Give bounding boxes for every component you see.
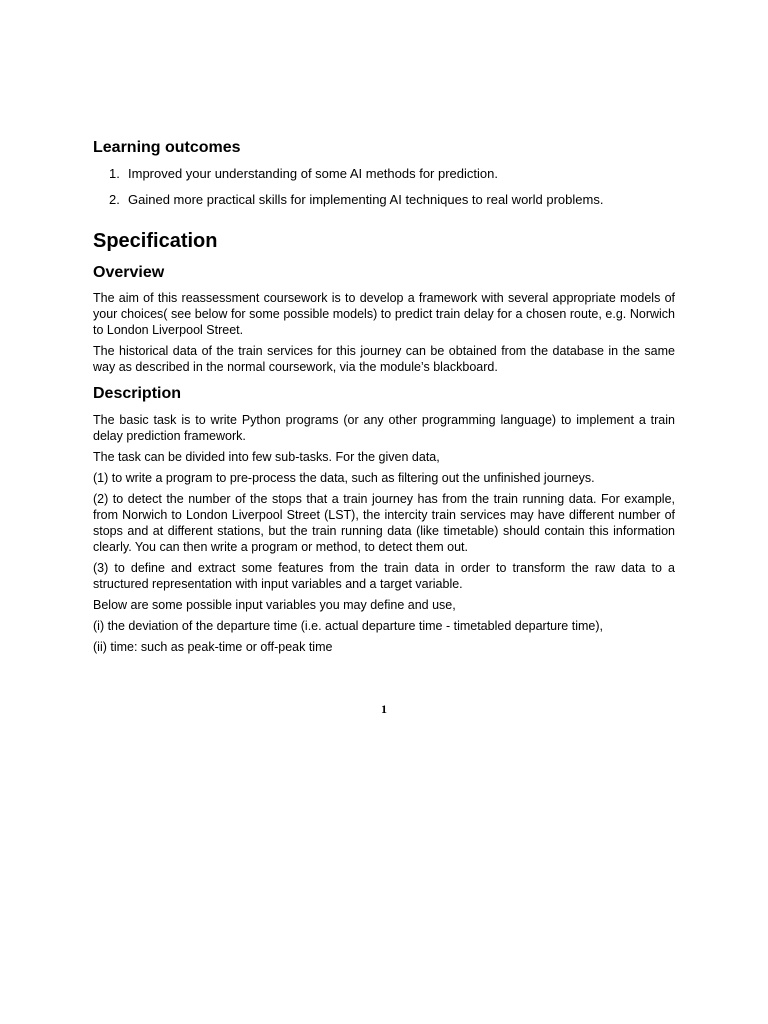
list-item-number: 2. — [109, 192, 120, 207]
overview-paragraph-2: The historical data of the train services for this journey can be obtained from the database in the same way as described in the normal coursework, via the module’s blackboard. — [93, 344, 675, 374]
description-paragraph-6: Below are some possible input variables you may define and use, — [93, 598, 456, 612]
description-heading: Description — [93, 385, 182, 402]
learning-outcomes-list — [93, 166, 675, 208]
description-paragraph-1: The basic task is to write Python programs (or any other programming language) to implement a train delay prediction framework. — [93, 413, 675, 443]
description-paragraph-5: (3) to define and extract some features from the train data in order to transform the raw data to a structured representation with input variables and a target variable. — [93, 561, 675, 591]
overview-paragraph-1: The aim of this reassessment coursework is to develop a framework with several appropriate models of your choices( see below for some possible models) to predict train delay for a chosen route, e.g. Norwich to London Liverpool Street. — [93, 291, 675, 337]
list-item-text: Gained more practical skills for implementing AI techniques to real world problems. — [128, 192, 604, 207]
list-item-number: 1. — [109, 166, 120, 181]
list-item — [93, 166, 675, 182]
learning-outcomes-heading: Learning outcomes — [93, 139, 241, 156]
list-item — [93, 192, 675, 208]
list-item-text: Improved your understanding of some AI methods for prediction. — [128, 166, 498, 181]
overview-heading: Overview — [93, 264, 165, 281]
page-number: 1 — [381, 702, 387, 716]
description-paragraph-4: (2) to detect the number of the stops that a train journey has from the train running data. For example, from Norwich to London Liverpool Street (LST), the intercity train services may have different number of stops and at different stations, but the train running data (like timetable) should contain this information clearly. You can then write a program or method, to detect them out. — [93, 492, 675, 554]
description-paragraph-7: (i) the deviation of the departure time (i.e. actual departure time - timetabled departure time), — [93, 619, 603, 633]
specification-heading: Specification — [93, 230, 218, 252]
document-page — [93, 138, 675, 655]
description-paragraph-8: (ii) time: such as peak-time or off-peak time — [93, 640, 333, 654]
description-paragraph-3: (1) to write a program to pre-process the data, such as filtering out the unfinished journeys. — [93, 471, 595, 485]
description-paragraph-2: The task can be divided into few sub-tasks. For the given data, — [93, 450, 440, 464]
